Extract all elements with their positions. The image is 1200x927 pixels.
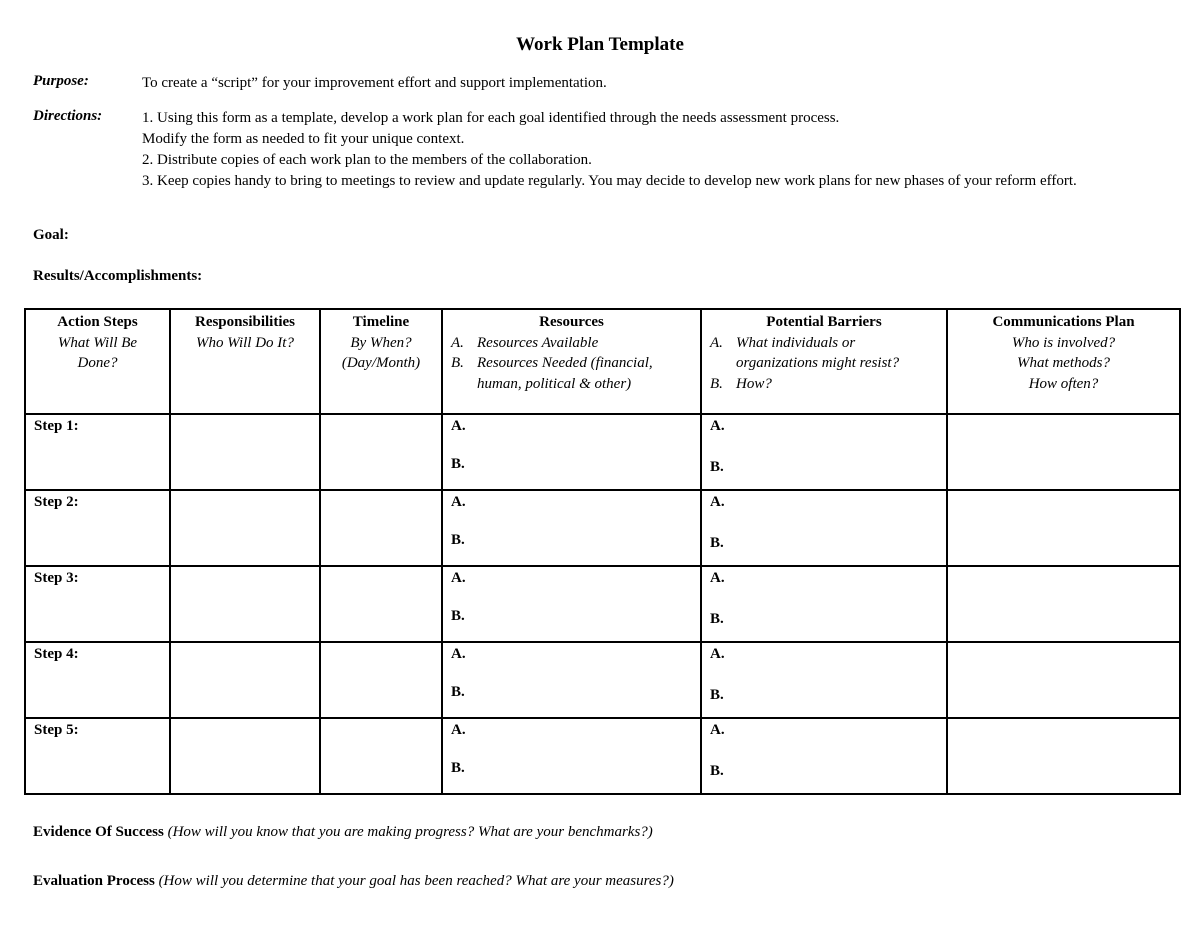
communications-cell[interactable] [947,718,1180,794]
barriers-b-label: B. [710,459,724,475]
direction-line-3: 3. Keep copies handy to bring to meetings to review and update regularly. You may decide to develop new work plans for new phases of your reform effort. [142,173,1077,189]
header-barriers-title: Potential Barriers [766,314,882,330]
timeline-cell[interactable] [320,490,442,566]
header-barriers-list [702,333,946,395]
barriers-a-label: A. [710,494,725,510]
evidence-prompt: (How will you know that you are making progress? What are your benchmarks?) [167,824,653,840]
header-barriers-item-b [710,374,940,395]
header-communications-sub3: How often? [1028,375,1099,392]
direction-line-2: 2. Distribute copies of each work plan to the members of the collaboration. [142,152,592,168]
resources-b-label: B. [451,456,465,472]
directions-label: Directions: [33,108,103,124]
table-row [25,718,1180,794]
header-barriers-letter-a: A. [710,334,723,351]
step-cell[interactable] [25,718,170,794]
barriers-a-label: A. [710,418,725,434]
communications-cell[interactable] [947,642,1180,718]
header-communications-plan [947,309,1180,414]
header-communications-title: Communications Plan [992,314,1135,330]
responsibilities-cell[interactable] [170,414,320,490]
resources-cell[interactable] [442,642,701,718]
header-responsibilities-title: Responsibilities [194,314,296,330]
header-resources-letter-b: B. [451,355,464,371]
evaluation-label: Evaluation Process [33,873,155,889]
resources-a-label: A. [451,494,466,510]
evaluation-process [33,873,674,890]
barriers-a-label: A. [710,722,725,738]
evidence-of-success [33,824,653,841]
direction-line-1: 1. Using this form as a template, develop a work plan for each goal identified through the needs assessment process. [142,110,840,126]
header-responsibilities-sub1: Who Will Do It? [196,334,294,351]
communications-cell[interactable] [947,414,1180,490]
header-barriers-letter-b: B. [710,375,723,392]
timeline-cell[interactable] [320,642,442,718]
step-label: Step 2: [34,494,79,510]
work-plan-table [24,308,1181,795]
timeline-cell[interactable] [320,718,442,794]
resources-cell[interactable] [442,566,701,642]
barriers-b-label: B. [710,763,724,779]
table-row [25,414,1180,490]
header-potential-barriers [701,309,947,414]
resources-a-label: A. [451,418,466,434]
communications-cell[interactable] [947,490,1180,566]
header-barriers-item-a [710,333,940,374]
header-resources-item-b [451,353,694,394]
timeline-cell[interactable] [320,414,442,490]
header-action-steps-sub2: Done? [77,355,118,371]
barriers-b-label: B. [710,535,724,551]
barriers-a-label: A. [710,570,725,586]
header-responsibilities [170,309,320,414]
evidence-label: Evidence Of Success [33,824,164,840]
step-label: Step 3: [34,570,79,586]
table-row [25,566,1180,642]
barriers-b-label: B. [710,687,724,703]
purpose-text: To create a “script” for your improvement effort and support implementation. [142,75,607,91]
timeline-cell[interactable] [320,566,442,642]
barriers-a-label: A. [710,646,725,662]
page-title: Work Plan Template [516,34,684,55]
header-resources-title: Resources [539,314,604,330]
resources-cell[interactable] [442,718,701,794]
barriers-cell[interactable] [701,642,947,718]
resources-b-label: B. [451,532,465,548]
communications-cell[interactable] [947,566,1180,642]
step-cell[interactable] [25,414,170,490]
barriers-b-label: B. [710,611,724,627]
resources-a-label: A. [451,646,466,662]
header-resources [442,309,701,414]
header-timeline-sub2: (Day/Month) [341,355,421,371]
resources-cell[interactable] [442,490,701,566]
barriers-cell[interactable] [701,718,947,794]
evaluation-prompt: (How will you determine that your goal has been reached? What are your measures?) [158,873,674,889]
resources-b-label: B. [451,684,465,700]
directions-text [142,108,1162,192]
header-timeline [320,309,442,414]
header-communications-sub2: What methods? [1017,355,1110,371]
responsibilities-cell[interactable] [170,490,320,566]
step-cell[interactable] [25,642,170,718]
table-row [25,490,1180,566]
responsibilities-cell[interactable] [170,566,320,642]
resources-cell[interactable] [442,414,701,490]
resources-a-label: A. [451,570,466,586]
purpose-label: Purpose: [33,73,89,89]
step-label: Step 4: [34,646,79,662]
direction-line-1-cont: Modify the form as needed to fit your unique context. [142,131,465,147]
header-resources-letter-a: A. [451,334,464,351]
step-label: Step 1: [34,418,79,434]
resources-b-label: B. [451,608,465,624]
goal-label: Goal: [33,227,69,243]
responsibilities-cell[interactable] [170,642,320,718]
resources-a-label: A. [451,722,466,738]
header-resources-text-b: Resources Needed (financial, human, political & other) [477,355,653,392]
step-label: Step 5: [34,722,79,738]
header-barriers-text-b: How? [736,375,772,392]
resources-b-label: B. [451,760,465,776]
header-communications-sub1: Who is involved? [1011,334,1116,351]
header-action-steps-sub1: What Will Be [57,334,138,351]
header-resources-text-a: Resources Available [477,334,599,351]
header-action-steps [25,309,170,414]
barriers-cell[interactable] [701,414,947,490]
table-header-row [25,309,1180,414]
results-label: Results/Accomplishments: [33,268,203,284]
header-action-steps-title: Action Steps [57,314,138,330]
step-cell[interactable] [25,490,170,566]
barriers-cell[interactable] [701,566,947,642]
header-timeline-title: Timeline [352,314,410,330]
barriers-cell[interactable] [701,490,947,566]
header-resources-list [443,333,700,395]
step-cell[interactable] [25,566,170,642]
table-row [25,642,1180,718]
header-resources-item-a [451,333,694,354]
header-barriers-text-a: What individuals or organizations might resist? [736,334,900,371]
responsibilities-cell[interactable] [170,718,320,794]
header-timeline-sub1: By When? [350,334,412,351]
